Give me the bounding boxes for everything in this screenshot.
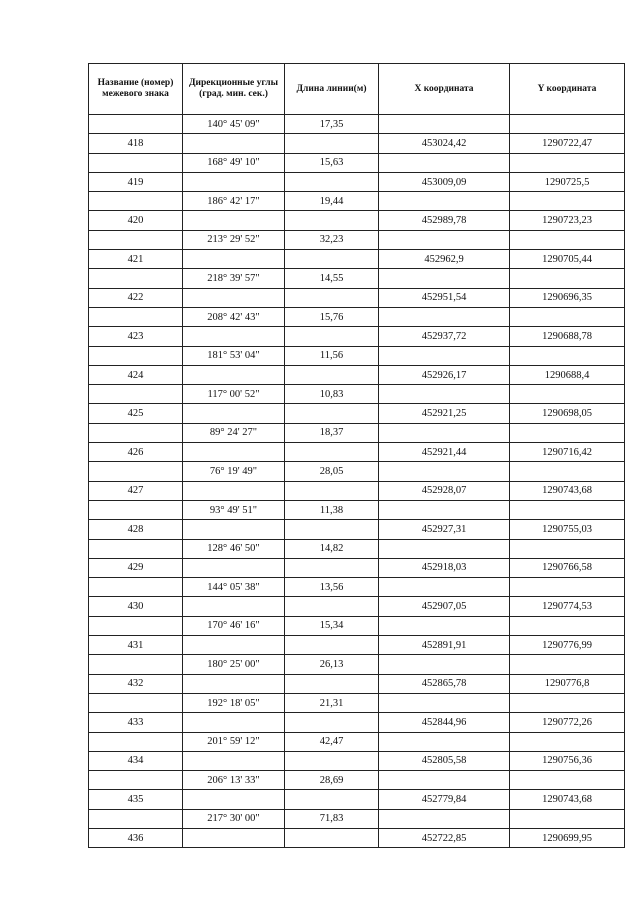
- cell-name: 434: [89, 751, 183, 770]
- cell-y: [510, 423, 625, 442]
- cell-angle: [183, 288, 285, 307]
- cell-name: [89, 269, 183, 288]
- cell-y: 1290772,26: [510, 713, 625, 732]
- table-row-point: [89, 674, 625, 693]
- cell-x: [379, 269, 510, 288]
- cell-y: [510, 192, 625, 211]
- cell-name: [89, 153, 183, 172]
- cell-name: 424: [89, 365, 183, 384]
- cell-angle: 181° 53' 04": [183, 346, 285, 365]
- header-angle: Дирекционные углы (град. мин. сек.): [183, 64, 285, 115]
- cell-name: [89, 462, 183, 481]
- cell-length: 13,56: [285, 578, 379, 597]
- table-row-point: [89, 481, 625, 500]
- cell-x: 452937,72: [379, 327, 510, 346]
- table-row-segment: [89, 578, 625, 597]
- cell-x: 452844,96: [379, 713, 510, 732]
- table-row-point: [89, 790, 625, 809]
- table-row-segment: [89, 346, 625, 365]
- cell-x: [379, 655, 510, 674]
- cell-angle: 192° 18' 05": [183, 693, 285, 712]
- cell-name: [89, 539, 183, 558]
- table-row-point: [89, 172, 625, 191]
- cell-angle: 128° 46' 50": [183, 539, 285, 558]
- cell-x: 452926,17: [379, 365, 510, 384]
- cell-name: [89, 500, 183, 519]
- table-row-segment: [89, 385, 625, 404]
- coordinates-table: [88, 63, 625, 848]
- cell-name: 425: [89, 404, 183, 423]
- cell-name: [89, 307, 183, 326]
- cell-x: 452918,03: [379, 558, 510, 577]
- cell-x: [379, 230, 510, 249]
- cell-angle: 140° 45' 09": [183, 115, 285, 134]
- cell-y: 1290723,23: [510, 211, 625, 230]
- cell-length: [285, 404, 379, 423]
- cell-name: [89, 809, 183, 828]
- cell-length: 18,37: [285, 423, 379, 442]
- cell-y: 1290688,78: [510, 327, 625, 346]
- table-row-segment: [89, 307, 625, 326]
- table-row-segment: [89, 500, 625, 519]
- cell-angle: [183, 520, 285, 539]
- cell-name: [89, 192, 183, 211]
- cell-length: [285, 828, 379, 847]
- cell-length: [285, 790, 379, 809]
- cell-y: [510, 462, 625, 481]
- cell-length: 14,55: [285, 269, 379, 288]
- cell-length: 11,56: [285, 346, 379, 365]
- cell-x: 452779,84: [379, 790, 510, 809]
- cell-x: [379, 153, 510, 172]
- cell-x: [379, 616, 510, 635]
- cell-y: 1290755,03: [510, 520, 625, 539]
- cell-y: [510, 539, 625, 558]
- cell-x: 452805,58: [379, 751, 510, 770]
- cell-x: 453009,09: [379, 172, 510, 191]
- cell-angle: [183, 481, 285, 500]
- cell-x: [379, 462, 510, 481]
- table-row-point: [89, 288, 625, 307]
- cell-y: 1290766,58: [510, 558, 625, 577]
- table-row-point: [89, 134, 625, 153]
- cell-length: [285, 365, 379, 384]
- cell-angle: [183, 365, 285, 384]
- cell-length: 71,83: [285, 809, 379, 828]
- cell-name: 423: [89, 327, 183, 346]
- cell-length: 28,69: [285, 771, 379, 790]
- table-row-point: [89, 520, 625, 539]
- cell-y: [510, 230, 625, 249]
- cell-angle: 201° 59' 12": [183, 732, 285, 751]
- cell-y: [510, 693, 625, 712]
- cell-name: [89, 423, 183, 442]
- cell-y: 1290688,4: [510, 365, 625, 384]
- cell-y: [510, 115, 625, 134]
- table-row-segment: [89, 616, 625, 635]
- cell-name: 421: [89, 250, 183, 269]
- cell-y: [510, 346, 625, 365]
- cell-length: 17,35: [285, 115, 379, 134]
- table-header-row: [89, 64, 625, 115]
- table-row-point: [89, 365, 625, 384]
- cell-name: [89, 230, 183, 249]
- cell-y: [510, 809, 625, 828]
- cell-name: 431: [89, 636, 183, 655]
- header-name: Название (номер) межевого знака: [89, 64, 183, 115]
- cell-angle: [183, 211, 285, 230]
- cell-length: [285, 443, 379, 462]
- cell-x: [379, 115, 510, 134]
- cell-y: 1290698,05: [510, 404, 625, 423]
- cell-name: 430: [89, 597, 183, 616]
- cell-y: [510, 500, 625, 519]
- table-row-point: [89, 828, 625, 847]
- cell-length: [285, 211, 379, 230]
- table-row-segment: [89, 771, 625, 790]
- cell-angle: [183, 250, 285, 269]
- cell-name: [89, 732, 183, 751]
- cell-angle: [183, 327, 285, 346]
- table-row-segment: [89, 423, 625, 442]
- header-y: Y координата: [510, 64, 625, 115]
- cell-y: 1290725,5: [510, 172, 625, 191]
- cell-name: 428: [89, 520, 183, 539]
- cell-length: [285, 288, 379, 307]
- table-row-point: [89, 250, 625, 269]
- cell-x: [379, 307, 510, 326]
- cell-length: 42,47: [285, 732, 379, 751]
- table-row-point: [89, 211, 625, 230]
- cell-angle: [183, 751, 285, 770]
- cell-y: [510, 578, 625, 597]
- table-row-point: [89, 636, 625, 655]
- cell-length: 14,82: [285, 539, 379, 558]
- cell-x: 452891,91: [379, 636, 510, 655]
- cell-x: [379, 732, 510, 751]
- cell-y: [510, 616, 625, 635]
- cell-x: 452907,05: [379, 597, 510, 616]
- cell-angle: [183, 790, 285, 809]
- cell-y: [510, 269, 625, 288]
- cell-x: [379, 578, 510, 597]
- cell-y: 1290776,99: [510, 636, 625, 655]
- cell-angle: 213° 29' 52": [183, 230, 285, 249]
- cell-y: 1290696,35: [510, 288, 625, 307]
- cell-angle: [183, 674, 285, 693]
- cell-angle: [183, 597, 285, 616]
- cell-y: [510, 655, 625, 674]
- cell-angle: [183, 443, 285, 462]
- table-row-segment: [89, 115, 625, 134]
- cell-angle: 76° 19' 49": [183, 462, 285, 481]
- cell-x: [379, 346, 510, 365]
- cell-x: 453024,42: [379, 134, 510, 153]
- cell-x: 452722,85: [379, 828, 510, 847]
- cell-x: [379, 771, 510, 790]
- cell-angle: 180° 25' 00": [183, 655, 285, 674]
- cell-angle: 186° 42' 17": [183, 192, 285, 211]
- cell-angle: 206° 13' 33": [183, 771, 285, 790]
- cell-x: 452928,07: [379, 481, 510, 500]
- cell-x: 452921,25: [379, 404, 510, 423]
- cell-name: [89, 693, 183, 712]
- cell-x: [379, 423, 510, 442]
- table-row-point: [89, 443, 625, 462]
- cell-name: 426: [89, 443, 183, 462]
- cell-angle: [183, 713, 285, 732]
- cell-name: [89, 578, 183, 597]
- cell-y: 1290743,68: [510, 481, 625, 500]
- cell-angle: 208° 42' 43": [183, 307, 285, 326]
- cell-length: [285, 250, 379, 269]
- cell-angle: [183, 828, 285, 847]
- header-x: X координата: [379, 64, 510, 115]
- cell-name: 419: [89, 172, 183, 191]
- cell-length: [285, 751, 379, 770]
- table-row-segment: [89, 732, 625, 751]
- cell-name: [89, 616, 183, 635]
- cell-length: 28,05: [285, 462, 379, 481]
- table-row-point: [89, 751, 625, 770]
- cell-length: 11,38: [285, 500, 379, 519]
- cell-name: [89, 771, 183, 790]
- table-row-segment: [89, 655, 625, 674]
- cell-length: [285, 481, 379, 500]
- cell-length: 15,76: [285, 307, 379, 326]
- cell-x: 452921,44: [379, 443, 510, 462]
- table-row-segment: [89, 693, 625, 712]
- cell-length: [285, 327, 379, 346]
- cell-x: 452989,78: [379, 211, 510, 230]
- table-row-segment: [89, 192, 625, 211]
- cell-angle: 218° 39' 57": [183, 269, 285, 288]
- cell-length: 15,63: [285, 153, 379, 172]
- cell-angle: 144° 05' 38": [183, 578, 285, 597]
- cell-angle: 93° 49' 51": [183, 500, 285, 519]
- table-row-point: [89, 558, 625, 577]
- table-row-point: [89, 597, 625, 616]
- cell-angle: 117° 00' 52": [183, 385, 285, 404]
- cell-angle: [183, 134, 285, 153]
- cell-x: [379, 192, 510, 211]
- cell-length: [285, 636, 379, 655]
- table-row-segment: [89, 539, 625, 558]
- cell-angle: 168° 49' 10": [183, 153, 285, 172]
- cell-length: 19,44: [285, 192, 379, 211]
- cell-angle: 170° 46' 16": [183, 616, 285, 635]
- table-row-segment: [89, 230, 625, 249]
- cell-length: 21,31: [285, 693, 379, 712]
- cell-length: [285, 713, 379, 732]
- cell-y: 1290722,47: [510, 134, 625, 153]
- table-body: [89, 115, 625, 848]
- cell-angle: [183, 636, 285, 655]
- cell-angle: 89° 24' 27": [183, 423, 285, 442]
- cell-y: 1290699,95: [510, 828, 625, 847]
- cell-y: [510, 307, 625, 326]
- cell-y: 1290743,68: [510, 790, 625, 809]
- cell-name: 433: [89, 713, 183, 732]
- table-row-segment: [89, 462, 625, 481]
- cell-length: [285, 597, 379, 616]
- cell-angle: 217° 30' 00": [183, 809, 285, 828]
- cell-y: 1290705,44: [510, 250, 625, 269]
- cell-x: [379, 500, 510, 519]
- cell-name: [89, 346, 183, 365]
- table-row-point: [89, 713, 625, 732]
- table-row-point: [89, 327, 625, 346]
- cell-x: 452951,54: [379, 288, 510, 307]
- cell-x: 452865,78: [379, 674, 510, 693]
- cell-y: [510, 771, 625, 790]
- table-row-segment: [89, 153, 625, 172]
- cell-name: 420: [89, 211, 183, 230]
- cell-y: 1290776,8: [510, 674, 625, 693]
- cell-angle: [183, 172, 285, 191]
- cell-name: 429: [89, 558, 183, 577]
- table-row-point: [89, 404, 625, 423]
- table-row-segment: [89, 269, 625, 288]
- cell-length: [285, 558, 379, 577]
- cell-name: 435: [89, 790, 183, 809]
- cell-name: [89, 385, 183, 404]
- cell-y: [510, 732, 625, 751]
- cell-length: [285, 134, 379, 153]
- cell-name: [89, 655, 183, 674]
- cell-length: 32,23: [285, 230, 379, 249]
- cell-name: 422: [89, 288, 183, 307]
- cell-name: 418: [89, 134, 183, 153]
- cell-y: 1290774,53: [510, 597, 625, 616]
- cell-x: 452962,9: [379, 250, 510, 269]
- cell-name: [89, 115, 183, 134]
- cell-name: 427: [89, 481, 183, 500]
- cell-x: [379, 385, 510, 404]
- cell-y: 1290756,36: [510, 751, 625, 770]
- cell-length: 10,83: [285, 385, 379, 404]
- cell-y: [510, 153, 625, 172]
- cell-y: 1290716,42: [510, 443, 625, 462]
- table-row-segment: [89, 809, 625, 828]
- cell-x: [379, 539, 510, 558]
- cell-angle: [183, 558, 285, 577]
- cell-length: 15,34: [285, 616, 379, 635]
- header-length: Длина линии(м): [285, 64, 379, 115]
- cell-length: [285, 674, 379, 693]
- cell-name: 436: [89, 828, 183, 847]
- cell-angle: [183, 404, 285, 423]
- cell-x: [379, 693, 510, 712]
- cell-name: 432: [89, 674, 183, 693]
- cell-y: [510, 385, 625, 404]
- cell-x: 452927,31: [379, 520, 510, 539]
- cell-length: [285, 172, 379, 191]
- cell-x: [379, 809, 510, 828]
- cell-length: [285, 520, 379, 539]
- cell-length: 26,13: [285, 655, 379, 674]
